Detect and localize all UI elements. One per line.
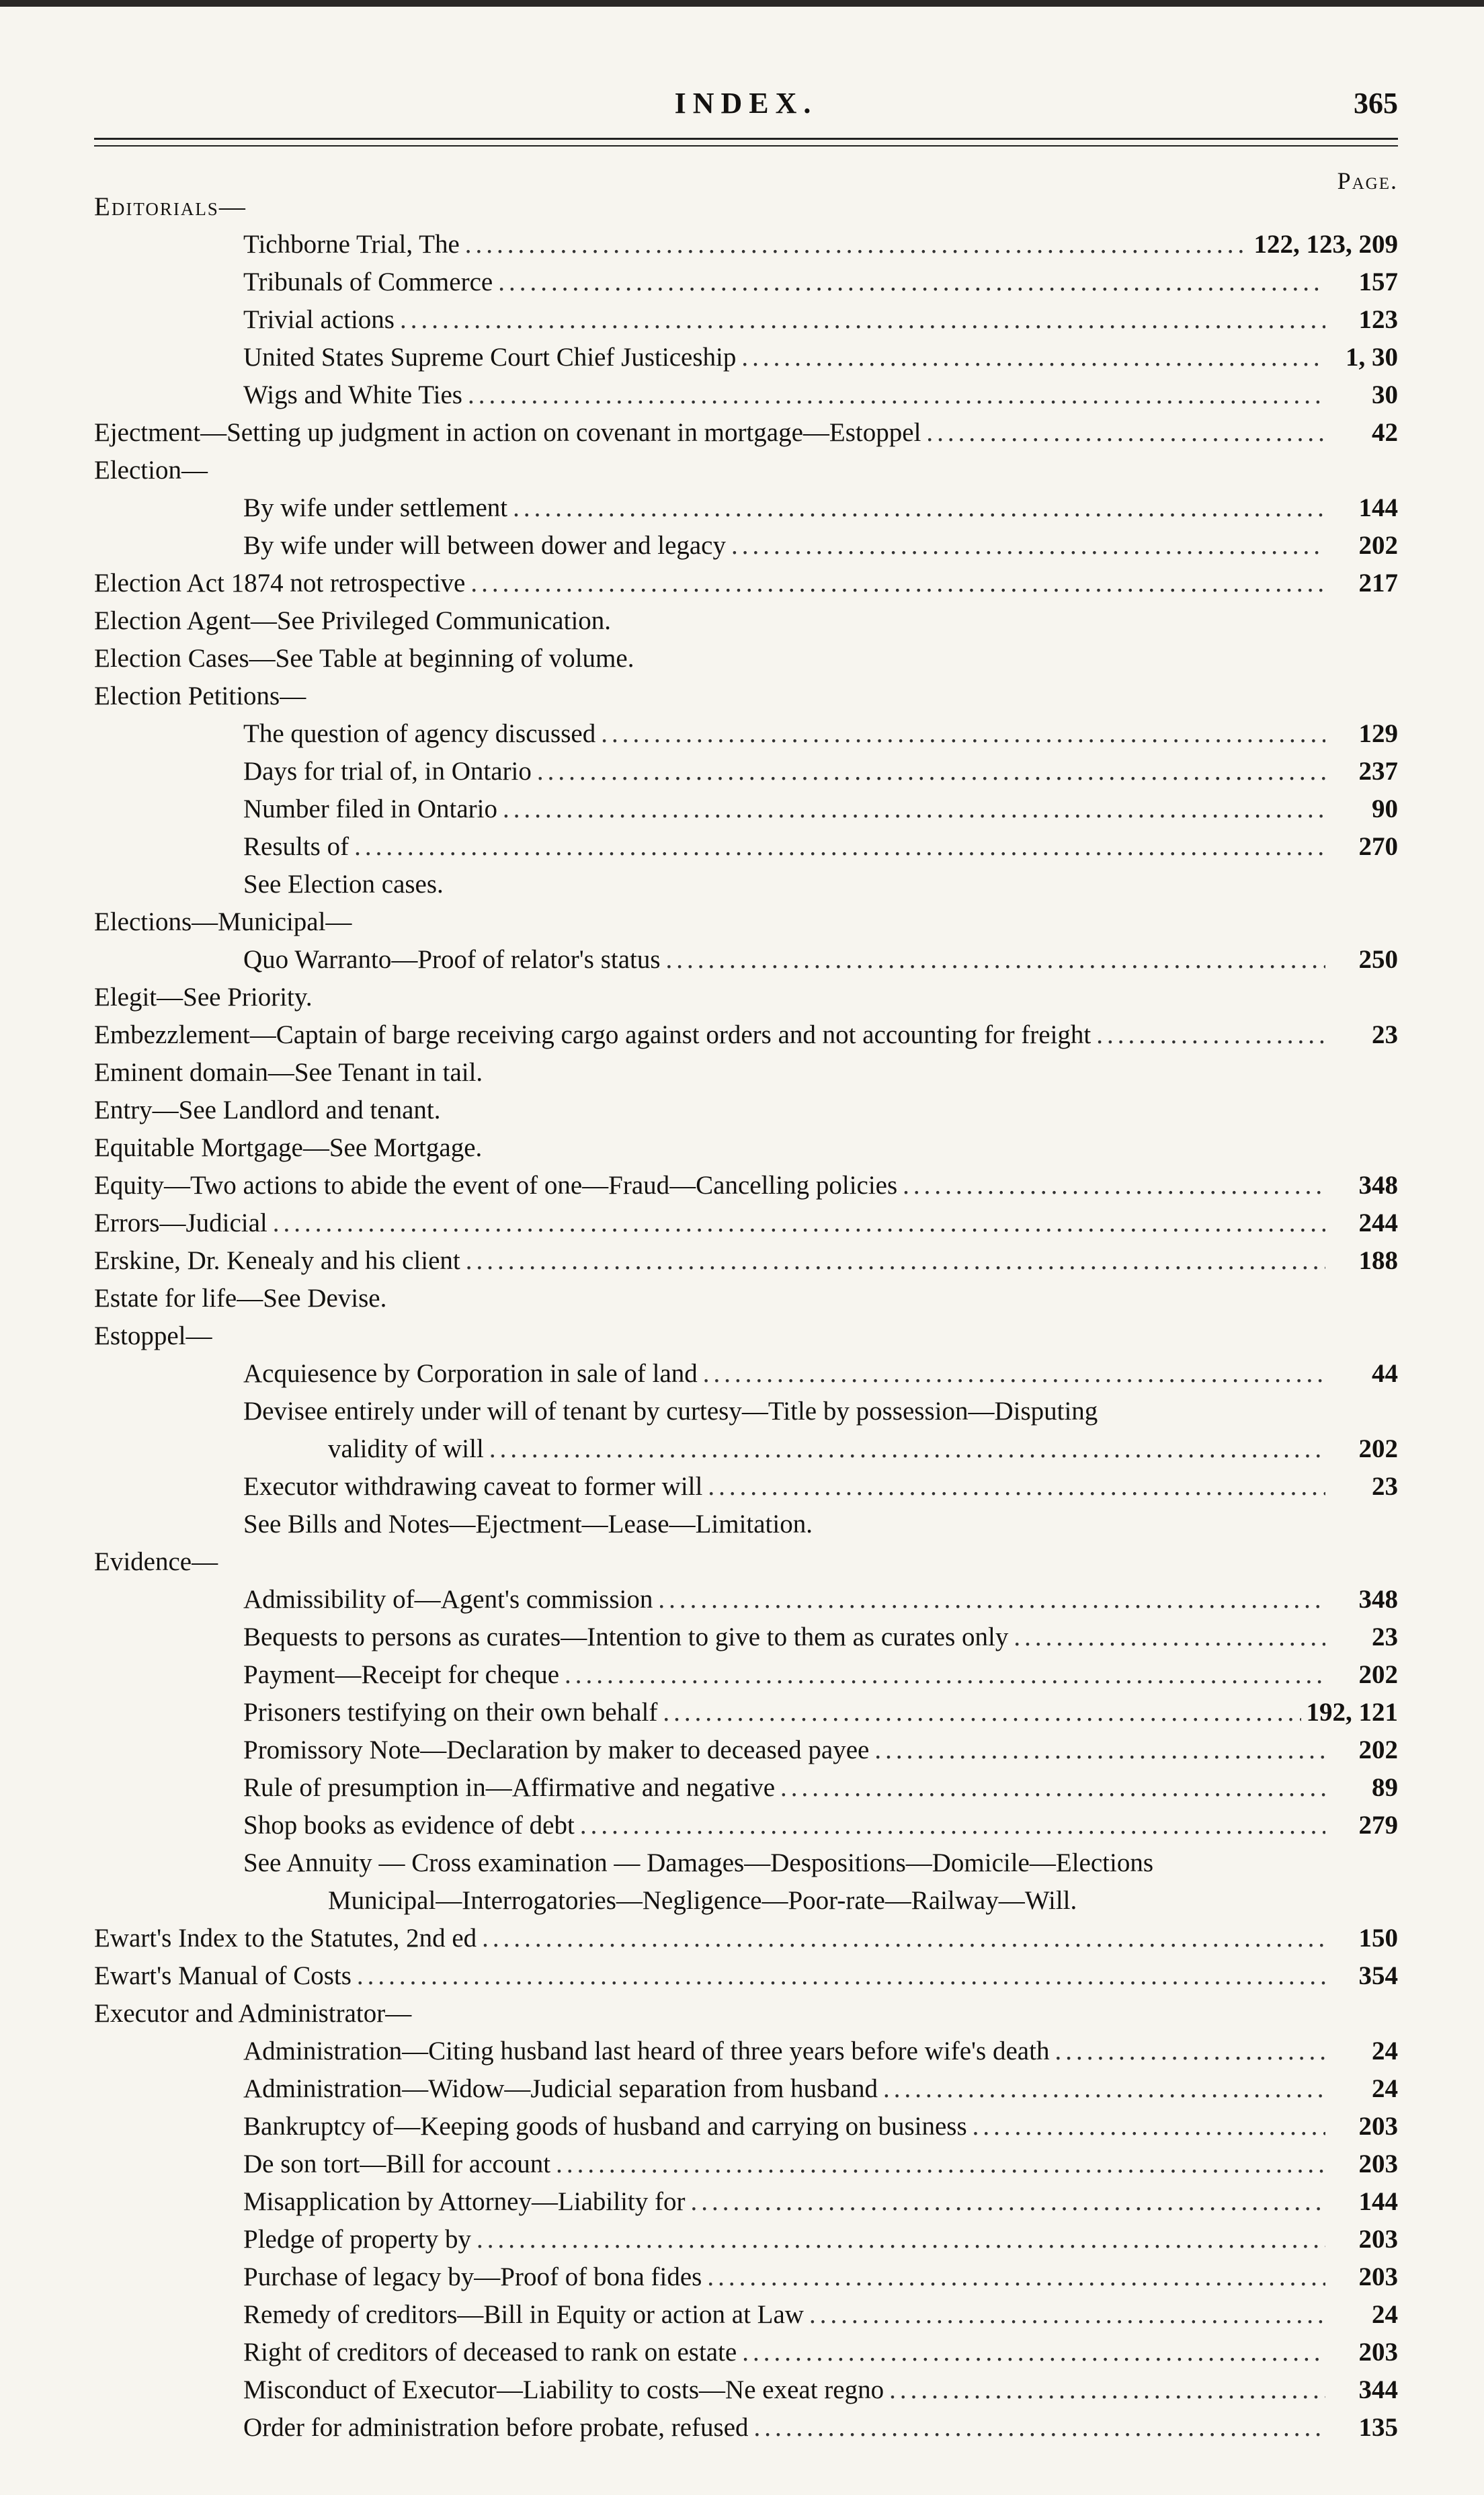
- index-entry: [94, 1957, 1398, 1995]
- entry-text: Estate for life—See Devise.: [94, 1284, 387, 1313]
- dot-leader: [354, 828, 1325, 866]
- dot-leader: [973, 2108, 1325, 2145]
- entry-text: Rule of presumption in—Affirmative and negative: [243, 1773, 776, 1802]
- entry-text: Ewart's Index to the Statutes, 2nd ed: [94, 1924, 477, 1953]
- entry-text: Ejectment—Setting up judgment in action on covenant in mortgage—Estoppel: [94, 418, 921, 447]
- dot-leader: [498, 263, 1325, 301]
- index-entry: [94, 527, 1398, 565]
- entry-text: Remedy of creditors—Bill in Equity or action at Law: [243, 2300, 804, 2329]
- entry-page-number: 348: [1358, 1171, 1398, 1200]
- entry-text: Order for administration before probate, refused: [243, 2413, 749, 2442]
- index-entry: [94, 2334, 1398, 2371]
- header-rule-thin: [94, 145, 1398, 147]
- entry-page-number: 203: [1358, 2225, 1398, 2254]
- dot-leader: [503, 790, 1325, 828]
- entry-text: Equity—Two actions to abide the event of one—Fraud—Cancelling policies: [94, 1171, 898, 1200]
- entry-page-number: 23: [1372, 1472, 1398, 1501]
- entry-text: See Bills and Notes—Ejectment—Lease—Limitation.: [243, 1510, 813, 1539]
- dot-leader: [731, 527, 1325, 565]
- entry-text: Municipal—Interrogatories—Negligence—Poor-rate—Railway—Will.: [328, 1886, 1077, 1915]
- entry-text: Equitable Mortgage—See Mortgage.: [94, 1133, 483, 1162]
- index-entry: [94, 1317, 1398, 1355]
- dot-leader: [809, 2296, 1325, 2334]
- index-entry: [94, 1807, 1398, 1844]
- entry-text: Misapplication by Attorney—Liability for: [243, 2187, 686, 2216]
- index-entry: [94, 2296, 1398, 2334]
- entry-page-number: 217: [1358, 569, 1398, 598]
- entry-page-number: 23: [1372, 1623, 1398, 1651]
- entry-text: Administration—Widow—Judicial separation from husband: [243, 2074, 878, 2103]
- entry-page-number: 202: [1358, 1660, 1398, 1689]
- entry-text: Bequests to persons as curates—Intention to give to them as curates only: [243, 1623, 1009, 1651]
- index-entry: [94, 1844, 1398, 1882]
- index-entry: [94, 903, 1398, 941]
- index-entry: [94, 1280, 1398, 1317]
- entry-text: validity of will: [328, 1434, 484, 1463]
- entry-text: Election Petitions—: [94, 682, 306, 710]
- index-entry: [94, 1656, 1398, 1694]
- index-entry: [94, 1129, 1398, 1167]
- dot-leader: [601, 715, 1325, 753]
- dot-leader: [513, 489, 1325, 527]
- entry-page-number: 348: [1358, 1585, 1398, 1614]
- entry-page-number: 144: [1358, 2187, 1398, 2216]
- dot-leader: [926, 414, 1325, 452]
- entry-text: Admissibility of—Agent's commission: [243, 1585, 653, 1614]
- dot-leader: [1014, 1619, 1325, 1656]
- index-entries: [94, 188, 1398, 2447]
- entry-text: Election—: [94, 456, 208, 485]
- dot-leader: [708, 1468, 1325, 1506]
- dot-leader: [466, 1242, 1325, 1280]
- entry-text: Payment—Receipt for cheque: [243, 1660, 559, 1689]
- entry-page-number: 270: [1358, 832, 1398, 861]
- entry-page-number: 192, 121: [1306, 1698, 1398, 1727]
- dot-leader: [703, 1355, 1325, 1393]
- index-entry: [94, 941, 1398, 979]
- index-entry: [94, 489, 1398, 527]
- index-entry: [94, 1204, 1398, 1242]
- index-entry: [94, 640, 1398, 678]
- index-entry: [94, 2033, 1398, 2070]
- entry-text: Misconduct of Executor—Liability to costs—Ne exeat regno: [243, 2375, 884, 2404]
- index-entry: [94, 2371, 1398, 2409]
- entry-page-number: 203: [1358, 2262, 1398, 2291]
- index-entry: [94, 188, 1398, 226]
- entry-page-number: 157: [1358, 268, 1398, 296]
- entry-page-number: 89: [1372, 1773, 1398, 1802]
- dot-leader: [741, 339, 1325, 376]
- dot-leader: [537, 753, 1325, 790]
- index-entry: [94, 2183, 1398, 2221]
- entry-text: Pledge of property by: [243, 2225, 472, 2254]
- entry-text: Right of creditors of deceased to rank on estate: [243, 2338, 737, 2367]
- entry-text: Executor and Administrator—: [94, 1999, 412, 2028]
- index-entry: [94, 1694, 1398, 1731]
- entry-page-number: 203: [1358, 2112, 1398, 2141]
- entry-page-number: 237: [1358, 757, 1398, 786]
- dot-leader: [477, 2221, 1325, 2258]
- index-entry: [94, 828, 1398, 866]
- index-entry: [94, 1543, 1398, 1581]
- entry-page-number: 24: [1372, 2074, 1398, 2103]
- index-entry: [94, 414, 1398, 452]
- entry-page-number: 202: [1358, 531, 1398, 560]
- entry-page-number: 122, 123, 209: [1253, 230, 1398, 259]
- dot-leader: [400, 301, 1325, 339]
- entry-text: Days for trial of, in Ontario: [243, 757, 532, 786]
- page-title: INDEX.: [674, 87, 818, 120]
- entry-page-number: 42: [1372, 418, 1398, 447]
- entry-page-number: 1, 30: [1346, 343, 1398, 372]
- entry-page-number: 30: [1372, 380, 1398, 409]
- dot-leader: [580, 1807, 1325, 1844]
- index-entry: [94, 452, 1398, 489]
- dot-leader: [482, 1920, 1325, 1957]
- dot-leader: [556, 2145, 1325, 2183]
- entry-text: By wife under will between dower and legacy: [243, 531, 726, 560]
- entry-text: Eminent domain—See Tenant in tail.: [94, 1058, 483, 1087]
- entry-page-number: 144: [1358, 493, 1398, 522]
- entry-text: Evidence—: [94, 1547, 218, 1576]
- dot-leader: [658, 1581, 1325, 1619]
- index-entry: [94, 226, 1398, 263]
- entry-page-number: 244: [1358, 1209, 1398, 1237]
- entry-text: Results of: [243, 832, 349, 861]
- entry-text: Editorials—: [94, 192, 247, 221]
- dot-leader: [489, 1430, 1325, 1468]
- dot-leader: [465, 226, 1249, 263]
- index-entry: [94, 1468, 1398, 1506]
- index-entry: [94, 2070, 1398, 2108]
- entry-page-number: 23: [1372, 1020, 1398, 1049]
- dot-leader: [742, 2334, 1325, 2371]
- index-entry: [94, 1092, 1398, 1129]
- index-entry: [94, 715, 1398, 753]
- dot-leader: [666, 941, 1325, 979]
- index-entry: [94, 376, 1398, 414]
- index-entry: [94, 565, 1398, 602]
- entry-text: By wife under settlement: [243, 493, 508, 522]
- entry-text: Elegit—See Priority.: [94, 983, 313, 1012]
- entry-page-number: 123: [1358, 305, 1398, 334]
- dot-leader: [780, 1769, 1325, 1807]
- entry-text: United States Supreme Court Chief Justiceship: [243, 343, 737, 372]
- entry-page-number: 202: [1358, 1735, 1398, 1764]
- index-entry: [94, 1167, 1398, 1204]
- dot-leader: [889, 2371, 1325, 2409]
- index-entry: [94, 979, 1398, 1016]
- dot-leader: [903, 1167, 1325, 1204]
- entry-text: Election Agent—See Privileged Communication.: [94, 606, 612, 635]
- entry-page-number: 44: [1372, 1359, 1398, 1388]
- entry-page-number: 203: [1358, 2150, 1398, 2178]
- index-entry: [94, 678, 1398, 715]
- entry-text: Bankruptcy of—Keeping goods of husband and carrying on business: [243, 2112, 967, 2141]
- dot-leader: [707, 2258, 1325, 2296]
- entry-text: See Election cases.: [243, 870, 444, 899]
- index-entry: [94, 1506, 1398, 1543]
- index-entry: [94, 2258, 1398, 2296]
- entry-text: Quo Warranto—Proof of relator's status: [243, 945, 661, 974]
- dot-leader: [874, 1731, 1325, 1769]
- dot-leader: [273, 1204, 1325, 1242]
- entry-page-number: 344: [1358, 2375, 1398, 2404]
- dot-leader: [663, 1694, 1301, 1731]
- index-entry: [94, 1581, 1398, 1619]
- index-entry: [94, 790, 1398, 828]
- running-head: [94, 86, 1398, 133]
- index-entry: [94, 1731, 1398, 1769]
- index-entry: [94, 753, 1398, 790]
- entry-page-number: 135: [1358, 2413, 1398, 2442]
- index-entry: [94, 866, 1398, 903]
- entry-page-number: 24: [1372, 2300, 1398, 2329]
- index-entry: [94, 1393, 1398, 1430]
- index-entry: [94, 1769, 1398, 1807]
- index-entry: [94, 1430, 1398, 1468]
- entry-text: Errors—Judicial: [94, 1209, 267, 1237]
- entry-text: Tribunals of Commerce: [243, 268, 493, 296]
- index-entry: [94, 2145, 1398, 2183]
- entry-text: Prisoners testifying on their own behalf: [243, 1698, 658, 1727]
- entry-text: Number filed in Ontario: [243, 794, 497, 823]
- index-entry: [94, 1995, 1398, 2033]
- entry-text: Ewart's Manual of Costs: [94, 1961, 352, 1990]
- dot-leader: [357, 1957, 1325, 1995]
- entry-text: Erskine, Dr. Kenealy and his client: [94, 1246, 460, 1275]
- dot-leader: [754, 2409, 1325, 2447]
- entry-text: De son tort—Bill for account: [243, 2150, 551, 2178]
- entry-text: See Annuity — Cross examination — Damages—Despositions—Domicile—Elections: [243, 1848, 1153, 1877]
- entry-text: Executor withdrawing caveat to former will: [243, 1472, 703, 1501]
- page-column-heading: Page.: [1337, 167, 1398, 194]
- entry-text: Administration—Citing husband last heard of three years before wife's death: [243, 2037, 1050, 2065]
- entry-text: Shop books as evidence of debt: [243, 1811, 575, 1840]
- index-entry: [94, 1355, 1398, 1393]
- entry-page-number: 90: [1372, 794, 1398, 823]
- entry-page-number: 203: [1358, 2338, 1398, 2367]
- index-entry: [94, 1016, 1398, 1054]
- dot-leader: [883, 2070, 1325, 2108]
- entry-text: Purchase of legacy by—Proof of bona fides: [243, 2262, 702, 2291]
- entry-text: Wigs and White Ties: [243, 380, 462, 409]
- index-entry: [94, 2108, 1398, 2145]
- entry-text: Elections—Municipal—: [94, 907, 352, 936]
- index-entry: [94, 602, 1398, 640]
- index-entry: [94, 263, 1398, 301]
- entry-text: Estoppel—: [94, 1321, 212, 1350]
- entry-text: Embezzlement—Captain of barge receiving cargo against orders and not accounting for freight: [94, 1020, 1091, 1049]
- index-entry: [94, 1882, 1398, 1920]
- index-entry: [94, 339, 1398, 376]
- index-entry: [94, 2221, 1398, 2258]
- page-edge-line: [0, 0, 1484, 7]
- dot-leader: [468, 376, 1325, 414]
- dot-leader: [565, 1656, 1325, 1694]
- entry-page-number: 188: [1358, 1246, 1398, 1275]
- entry-page-number: 250: [1358, 945, 1398, 974]
- header-rule: [94, 138, 1398, 140]
- entry-page-number: 202: [1358, 1434, 1398, 1463]
- index-entry: [94, 1920, 1398, 1957]
- entry-text: Devisee entirely under will of tenant by curtesy—Title by possession—Disputing: [243, 1397, 1098, 1426]
- entry-text: Promissory Note—Declaration by maker to deceased payee: [243, 1735, 870, 1764]
- entry-text: Entry—See Landlord and tenant.: [94, 1096, 441, 1124]
- dot-leader: [690, 2183, 1325, 2221]
- entry-page-number: 354: [1358, 1961, 1398, 1990]
- entry-text: Election Act 1874 not retrospective: [94, 569, 466, 598]
- dot-leader: [1096, 1016, 1325, 1054]
- index-entry: [94, 1619, 1398, 1656]
- entry-text: The question of agency discussed: [243, 719, 596, 748]
- entry-text: Trivial actions: [243, 305, 395, 334]
- dot-leader: [1055, 2033, 1325, 2070]
- entry-page-number: 24: [1372, 2037, 1398, 2065]
- entry-text: Tichborne Trial, The: [243, 230, 460, 259]
- index-entry: [94, 2409, 1398, 2447]
- entry-text: Acquiesence by Corporation in sale of land: [243, 1359, 698, 1388]
- entry-page-number: 150: [1358, 1924, 1398, 1953]
- page-number: 365: [1354, 87, 1398, 120]
- index-entry: [94, 301, 1398, 339]
- entry-page-number: 129: [1358, 719, 1398, 748]
- index-entry: [94, 1242, 1398, 1280]
- entry-text: Election Cases—See Table at beginning of volume.: [94, 644, 634, 673]
- entry-page-number: 279: [1358, 1811, 1398, 1840]
- dot-leader: [470, 565, 1325, 602]
- index-entry: [94, 1054, 1398, 1092]
